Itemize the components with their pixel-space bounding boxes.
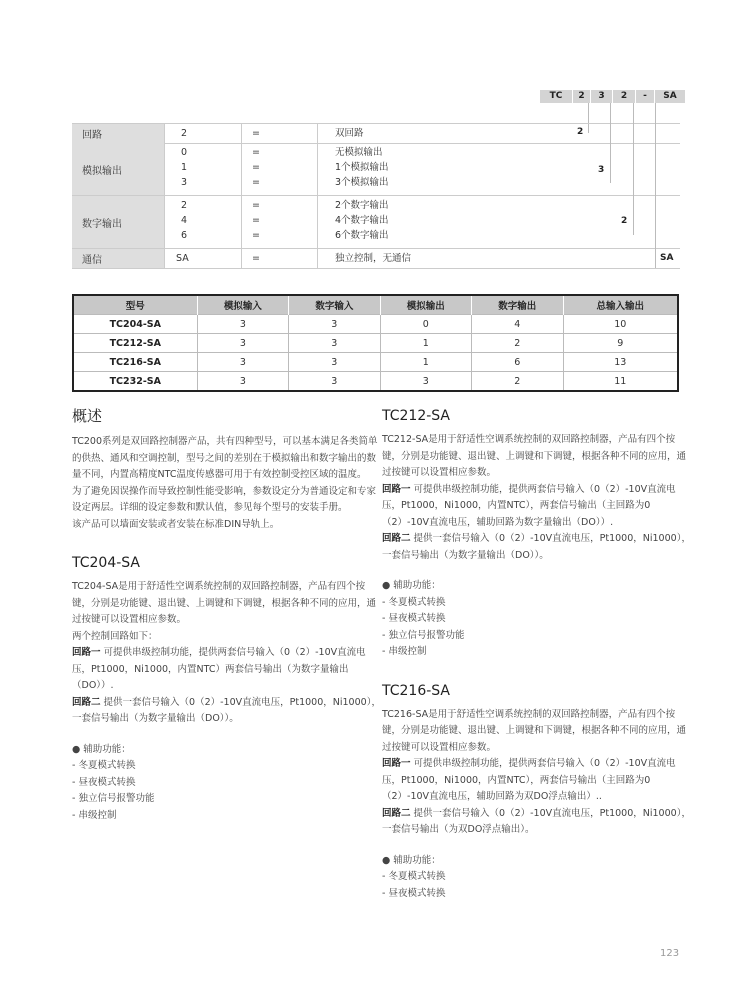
code-comm: SA bbox=[655, 90, 686, 103]
aux-item: - 冬夏模式转换 bbox=[72, 760, 136, 771]
table-cell: 3 bbox=[197, 315, 288, 334]
spec-header: 数字输入 bbox=[289, 295, 380, 315]
option-desc: 无模拟输出 bbox=[335, 147, 383, 158]
option-eq: = bbox=[252, 230, 260, 241]
spec-header: 模拟输出 bbox=[380, 295, 471, 315]
model-code bbox=[540, 90, 686, 103]
tc212-title: TC212-SA bbox=[382, 408, 451, 424]
table-cell: 3 bbox=[380, 372, 471, 392]
table-cell: 13 bbox=[563, 353, 678, 372]
aux-item: - 独立信号报警功能 bbox=[72, 793, 155, 804]
code-digital: 2 bbox=[613, 90, 636, 103]
overview-paragraph: 为了避免因误操作而导致控制性能受影响，参数设定分为普通设定和专家设定两层。详细的设定参数和默认值，参见每个型号的安装手册。 bbox=[72, 485, 377, 513]
connector-line bbox=[317, 123, 589, 124]
connector-line bbox=[610, 103, 611, 183]
table-cell: 9 bbox=[563, 334, 678, 353]
tc212-intro: TC212-SA是用于舒适性空调系统控制的双回路控制器，产品有四个按键，分别是功能键、退出键、上调键和下调键，根据各种不同的应用，通过按键可以设置相应参数。 bbox=[382, 434, 687, 478]
option-eq: = bbox=[252, 253, 260, 264]
option-desc: 独立控制，无通信 bbox=[335, 253, 412, 264]
connector-line bbox=[655, 103, 656, 268]
table-cell: 3 bbox=[289, 353, 380, 372]
loop2-text: 提供一套信号输入（0（2）-10V直流电压，Pt1000，Ni1000），一套信号输出（为数字量输出（DO））。 bbox=[72, 696, 381, 724]
aux-item: - 冬夏模式转换 bbox=[382, 871, 446, 882]
code-dash: - bbox=[636, 90, 655, 103]
loop2-text: 提供一套信号输入（0（2）-10V直流电压，Pt1000，Ni1000），一套信号输出（为双DO浮点输出）。 bbox=[382, 807, 691, 835]
selected-digital-value: 2 bbox=[621, 216, 628, 226]
code-loops: 2 bbox=[573, 90, 591, 103]
tc204-loop2 bbox=[72, 695, 384, 728]
selection-label: 回路 bbox=[72, 124, 165, 143]
option-eq: = bbox=[252, 215, 260, 226]
selection-label: 通信 bbox=[72, 249, 165, 268]
selected-analog-value: 3 bbox=[598, 165, 605, 175]
option-code: 2 bbox=[181, 200, 188, 211]
table-cell: 3 bbox=[289, 372, 380, 392]
selection-row-comm bbox=[72, 249, 680, 269]
tc204-title: TC204-SA bbox=[72, 555, 141, 571]
overview-paragraph: TC200系列是双回路控制器产品，共有四种型号，可以基本满足各类简单的供热、通风和空调控制，型号之间的差别在于模拟输出和数字输出的数量不同，内置高精度NTC温度传感器可用于有效控制受控区域的温度。 bbox=[72, 436, 378, 480]
loop1-text: 可提供串级控制功能，提供两套信号输入（0（2）-10V直流电压，Pt1000，Ni1000，内置NTC）两套信号输出（为数字量输出（DO））. bbox=[72, 647, 366, 691]
spec-table bbox=[72, 294, 679, 392]
aux-item: - 串级控制 bbox=[382, 646, 427, 657]
tc204-two-loops: 两个控制回路如下： bbox=[72, 630, 158, 642]
selected-loops-value: 2 bbox=[577, 127, 584, 137]
table-row bbox=[73, 334, 678, 353]
option-code: 0 bbox=[181, 147, 188, 158]
tc212-loop2 bbox=[382, 531, 694, 564]
option-code: 2 bbox=[181, 128, 188, 139]
code-prefix: TC bbox=[540, 90, 573, 103]
table-cell: TC212-SA bbox=[73, 334, 197, 353]
table-cell: 1 bbox=[380, 334, 471, 353]
table-cell: 11 bbox=[563, 372, 678, 392]
aux-item: - 昼夜模式转换 bbox=[382, 613, 446, 624]
page-number: 123 bbox=[660, 948, 680, 959]
spec-header: 数字输出 bbox=[472, 295, 563, 315]
table-cell: 2 bbox=[472, 334, 563, 353]
selected-comm-value: SA bbox=[660, 253, 674, 263]
option-code: 4 bbox=[181, 215, 188, 226]
tc204-intro: TC204-SA是用于舒适性空调系统控制的双回路控制器，产品有四个按键，分别是功能键、退出键、上调键和下调键，根据各种不同的应用，通过按键可以设置相应参数。 bbox=[72, 581, 377, 625]
table-cell: 0 bbox=[380, 315, 471, 334]
tc216-title: TC216-SA bbox=[382, 682, 451, 699]
overview-title: 概述 bbox=[72, 407, 103, 425]
option-eq: = bbox=[252, 147, 260, 158]
option-code: SA bbox=[176, 253, 189, 264]
loop1-text: 可提供串级控制功能，提供两套信号输入（0（2）-10V直流电压，Pt1000，Ni1000，内置NTC），两套信号输出（主回路为0（2）-10V直流电压，辅助回路为双DO浮点输出）.. bbox=[382, 758, 676, 802]
selection-label: 数字输出 bbox=[72, 196, 165, 248]
loop1-label: 回路一 bbox=[382, 483, 411, 495]
table-cell: 1 bbox=[380, 353, 471, 372]
code-analog: 3 bbox=[591, 90, 613, 103]
option-eq: = bbox=[252, 162, 260, 173]
option-desc: 2个数字输出 bbox=[335, 200, 389, 211]
table-cell: 10 bbox=[563, 315, 678, 334]
loop2-label: 回路二 bbox=[382, 533, 411, 544]
table-cell: 2 bbox=[472, 372, 563, 392]
option-code: 3 bbox=[181, 177, 188, 188]
option-code: 1 bbox=[181, 162, 188, 173]
loop2-label: 回路二 bbox=[72, 696, 101, 708]
table-row bbox=[73, 372, 678, 392]
table-cell: 3 bbox=[197, 334, 288, 353]
option-desc: 3个模拟输出 bbox=[335, 177, 389, 188]
selection-row-digital bbox=[72, 196, 680, 249]
selection-row-analog bbox=[72, 143, 680, 196]
loop1-label: 回路一 bbox=[382, 758, 411, 769]
option-desc: 4个数字输出 bbox=[335, 215, 389, 226]
aux-item: - 独立信号报警功能 bbox=[382, 629, 465, 641]
tc204-aux-title: ● 辅助功能： bbox=[72, 743, 131, 755]
option-desc: 1个模拟输出 bbox=[335, 162, 389, 173]
table-row bbox=[73, 315, 678, 334]
tc204-loop1 bbox=[72, 645, 384, 695]
tc216-loop1 bbox=[382, 756, 694, 806]
selection-label: 模拟输出 bbox=[72, 143, 165, 195]
spec-header: 型号 bbox=[73, 295, 197, 315]
table-cell: 3 bbox=[197, 372, 288, 392]
tc216-aux-title: ● 辅助功能： bbox=[382, 854, 441, 866]
table-cell: 3 bbox=[289, 334, 380, 353]
connector-line bbox=[588, 103, 589, 133]
loop2-text: 提供一套信号输入（0（2）-10V直流电压，Pt1000，Ni1000），一套信号输出（为数字量输出（DO））。 bbox=[382, 533, 691, 561]
table-cell: 3 bbox=[289, 315, 380, 334]
spec-header-row bbox=[73, 295, 678, 315]
loop1-text: 可提供串级控制功能，提供两套信号输入（0（2）-10V直流电压，Pt1000，Ni1000，内置NTC），两套信号输出（主回路为0（2）-10V直流电压，辅助回路为数字量输出（DO））. bbox=[382, 483, 676, 528]
overview-paragraph: 该产品可以墙面安装或者安装在标准DIN导轨上。 bbox=[72, 518, 280, 530]
table-cell: TC216-SA bbox=[73, 353, 197, 372]
option-eq: = bbox=[252, 177, 260, 188]
option-eq: = bbox=[252, 128, 260, 139]
table-cell: 4 bbox=[472, 315, 563, 334]
tc212-aux-title: ● 辅助功能： bbox=[382, 580, 441, 591]
spec-header: 总输入输出 bbox=[563, 295, 678, 315]
table-cell: 6 bbox=[472, 353, 563, 372]
option-desc: 6个数字输出 bbox=[335, 230, 389, 241]
right-column bbox=[382, 406, 694, 902]
loop1-label: 回路一 bbox=[72, 647, 101, 658]
left-column bbox=[72, 406, 384, 824]
connector-line bbox=[633, 103, 634, 235]
aux-item: - 串级控制 bbox=[72, 809, 117, 821]
table-row bbox=[73, 353, 678, 372]
loop2-label: 回路二 bbox=[382, 807, 411, 819]
tc216-intro: TC216-SA是用于舒适性空调系统控制的双回路控制器，产品有四个按键，分别是功能键、退出键、上调键和下调键，根据各种不同的应用，通过按键可以设置相应参数。 bbox=[382, 708, 687, 753]
tc216-loop2 bbox=[382, 806, 694, 839]
spec-header: 模拟输入 bbox=[197, 295, 288, 315]
option-code: 6 bbox=[181, 230, 188, 241]
aux-item: - 昼夜模式转换 bbox=[72, 776, 136, 788]
table-cell: 3 bbox=[197, 353, 288, 372]
table-cell: TC204-SA bbox=[73, 315, 197, 334]
aux-item: - 冬夏模式转换 bbox=[382, 596, 446, 608]
aux-item: - 昼夜模式转换 bbox=[382, 887, 446, 899]
option-desc: 双回路 bbox=[335, 128, 364, 139]
tc212-loop1 bbox=[382, 482, 694, 532]
option-eq: = bbox=[252, 200, 260, 211]
table-cell: TC232-SA bbox=[73, 372, 197, 392]
